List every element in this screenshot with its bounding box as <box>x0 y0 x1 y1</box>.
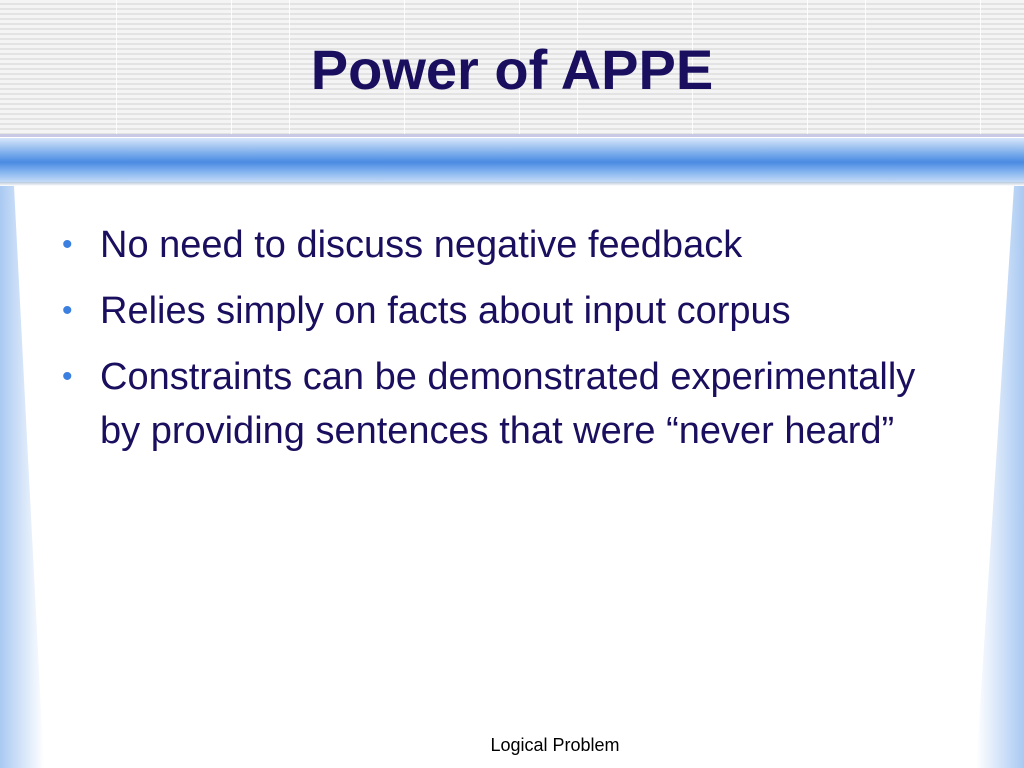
bullet-icon: • <box>62 294 73 327</box>
list-item <box>58 284 958 338</box>
list-item <box>58 218 958 272</box>
accent-bar <box>0 138 1024 182</box>
bullet-icon: • <box>62 360 73 393</box>
list-item <box>58 350 958 458</box>
page-title: Power of APPE <box>310 38 714 101</box>
footer-label: Logical Problem <box>490 735 620 755</box>
right-wedge <box>976 186 1024 768</box>
bullet-text: Relies simply on facts about input corpus <box>100 290 791 332</box>
left-wedge <box>0 186 44 768</box>
bullet-text: No need to discuss negative feedback <box>100 224 743 266</box>
bullet-list <box>58 218 958 470</box>
bullet-icon: • <box>62 228 73 261</box>
header-divider <box>0 134 1024 137</box>
bullet-text: Constraints can be demonstrated experimentally by providing sentences that were “never heard” <box>100 356 916 452</box>
